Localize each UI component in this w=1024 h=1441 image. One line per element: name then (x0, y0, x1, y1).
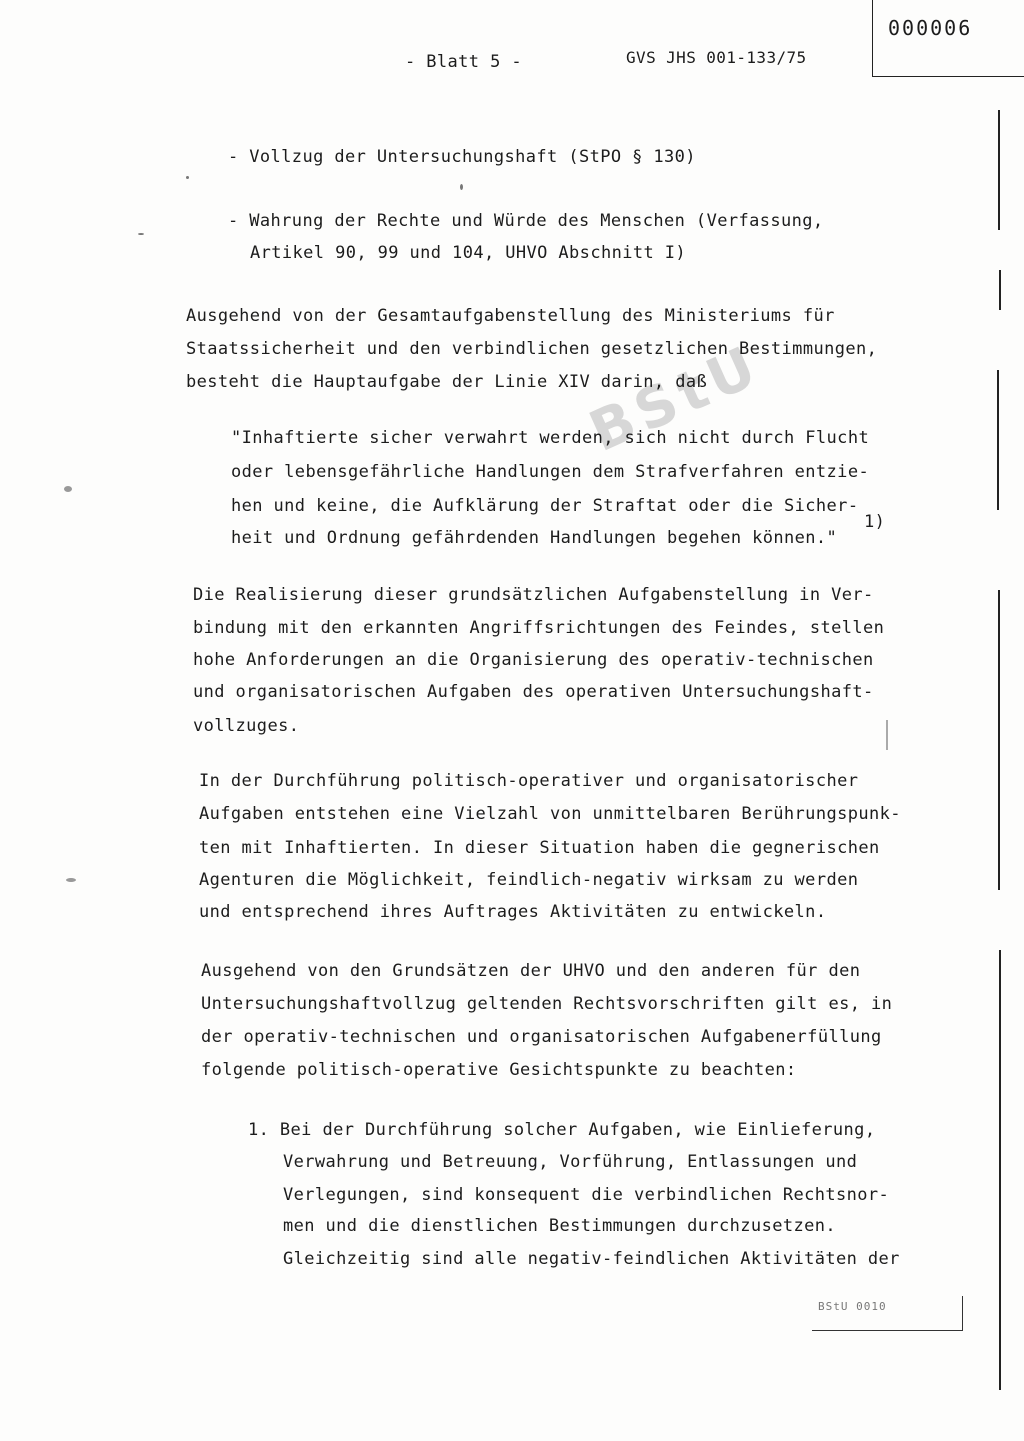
quote-line: heit und Ordnung gefährdenden Handlungen begehen können." (231, 528, 838, 548)
page-number: - Blatt 5 - (405, 52, 522, 72)
background-stamp: BStU (580, 332, 771, 466)
archive-number: 000006 (888, 16, 973, 40)
bullet-line: - Wahrung der Rechte und Würde des Menschen (Verfassung, (228, 211, 824, 231)
archive-stamp-text: BStU 0010 (818, 1300, 887, 1313)
text-line: der operativ-technischen und organisatorischen Aufgabenerfüllung (201, 1027, 882, 1047)
text-line: vollzuges. (193, 716, 300, 736)
quote-line: oder lebensgefährliche Handlungen dem Strafverfahren entzie- (231, 462, 870, 482)
footnote-marker: 1) (864, 512, 886, 532)
text-line: bindung mit den erkannten Angriffsrichtungen des Feindes, stellen (193, 618, 885, 638)
list-item-line: Gleichzeitig sind alle negativ-feindlichen Aktivitäten der (283, 1249, 900, 1269)
quote-line: "Inhaftierte sicher verwahrt werden, sich nicht durch Flucht (231, 428, 870, 448)
scan-speck (186, 176, 189, 179)
text-line: und organisatorischen Aufgaben des operativen Untersuchungshaft- (193, 682, 874, 702)
scan-edge (996, 110, 1002, 1410)
text-line: Staatssicherheit und den verbindlichen gesetzlichen Bestimmungen, (186, 339, 878, 359)
text-line: folgende politisch-operative Gesichtspunkte zu beachten: (201, 1060, 797, 1080)
text-line: In der Durchführung politisch-operativer und organisatorischer (199, 771, 859, 791)
text-line: ten mit Inhaftierten. In dieser Situation haben die gegnerischen (199, 838, 880, 858)
text-line: Aufgaben entstehen eine Vielzahl von unmittelbaren Berührungspunk- (199, 804, 901, 824)
bullet-line: - Vollzug der Untersuchungshaft (StPO § 130) (228, 147, 696, 167)
text-line: Artikel 90, 99 und 104, UHVO Abschnitt I) (250, 243, 687, 263)
scan-speck (138, 233, 144, 235)
document-reference: GVS JHS 001-133/75 (626, 48, 807, 67)
list-item-line: men und die dienstlichen Bestimmungen durchzusetzen. (283, 1216, 837, 1236)
text-line: und entsprechend ihres Auftrages Aktivitäten zu entwickeln. (199, 902, 827, 922)
list-item-line: 1. Bei der Durchführung solcher Aufgaben, wie Einlieferung, (248, 1120, 876, 1140)
text-line: hohe Anforderungen an die Organisierung des operativ-technischen (193, 650, 874, 670)
text-line: Die Realisierung dieser grundsätzlichen Aufgabenstellung in Ver- (193, 585, 874, 605)
list-item-line: Verwahrung und Betreuung, Vorführung, Entlassungen und (283, 1152, 858, 1172)
text-line: besteht die Hauptaufgabe der Linie XIV darin, daß (186, 372, 708, 392)
quote-line: hen und keine, die Aufklärung der Straftat oder die Sicher- (231, 496, 859, 516)
text-line: Untersuchungshaftvollzug geltenden Rechtsvorschriften gilt es, in (201, 994, 893, 1014)
text-line: Ausgehend von der Gesamtaufgabenstellung des Ministeriums für (186, 306, 835, 326)
scan-speck (460, 184, 463, 190)
scan-speck (64, 486, 72, 492)
text-line: Ausgehend von den Grundsätzen der UHVO und den anderen für den (201, 961, 861, 981)
text-line: Agenturen die Möglichkeit, feindlich-negativ wirksam zu werden (199, 870, 859, 890)
scan-speck (886, 720, 888, 750)
scan-speck (66, 878, 76, 882)
list-item-line: Verlegungen, sind konsequent die verbindlichen Rechtsnor- (283, 1185, 890, 1205)
